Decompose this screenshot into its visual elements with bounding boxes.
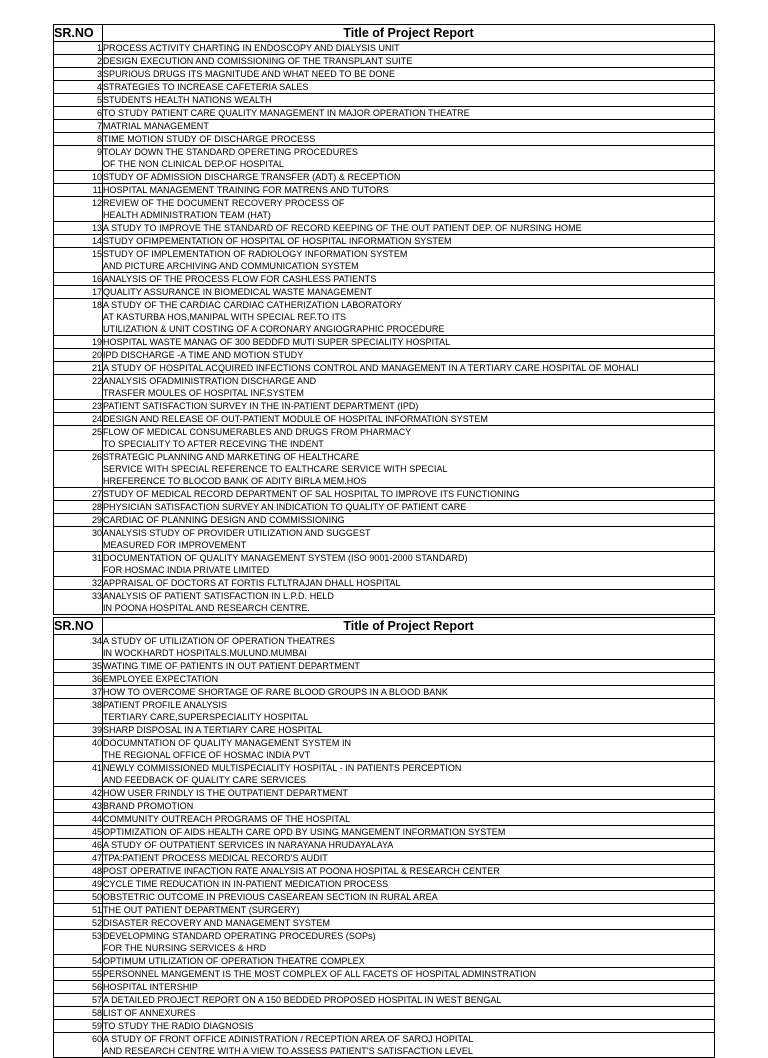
sr-no-cell: 49 xyxy=(54,878,103,891)
project-title-cell: STUDY OF MEDICAL RECORD DEPARTMENT OF SAL HOSPITAL TO IMPROVE ITS FUNCTIONING xyxy=(103,488,715,501)
table-row xyxy=(54,635,715,648)
table-row xyxy=(54,501,715,514)
project-title-cell: IN WOCKHARDT HOSPITALS.MULUND.MUMBAI xyxy=(103,647,715,660)
sr-no-cell: 5 xyxy=(54,94,103,107)
table-row xyxy=(54,158,715,171)
table-row xyxy=(54,286,715,299)
project-report-table-2 xyxy=(53,617,715,1058)
table-row xyxy=(54,968,715,981)
sr-no-cell: 8 xyxy=(54,133,103,146)
project-title-cell: DESIGN EXECUTION AND COMISSIONING OF THE TRANSPLANT SUITE xyxy=(103,55,715,68)
project-title-cell: STRATEGIES TO INCREASE CAFETERIA SALES xyxy=(103,81,715,94)
table-row xyxy=(54,222,715,235)
table-row xyxy=(54,94,715,107)
project-title-cell: POST OPERATIVE INFACTION RATE ANALYSIS AT POONA HOSPITAL & RESEARCH CENTER xyxy=(103,865,715,878)
project-title-cell: REVIEW OF THE DOCUMENT RECOVERY PROCESS OF xyxy=(103,197,715,210)
table-row xyxy=(54,362,715,375)
table-row xyxy=(54,171,715,184)
project-title-cell: HOW USER FRINDLY IS THE OUTPATIENT DEPARTMENT xyxy=(103,787,715,800)
project-title-cell: BRAND PROMOTION xyxy=(103,800,715,813)
project-title-cell: AT KASTURBA HOS,MANIPAL WITH SPECIAL REF.TO ITS xyxy=(103,311,715,323)
table-row xyxy=(54,994,715,1007)
project-title-cell: A STUDY OF HOSPITAL ACQUIRED INFECTIONS CONTROL AND MANAGEMENT IN A TERTIARY CARE HOSPITAL OF MOHALI xyxy=(103,362,715,375)
table-row xyxy=(54,955,715,968)
table-row xyxy=(54,68,715,81)
project-title-cell: MEASURED FOR IMPROVEMENT xyxy=(103,539,715,552)
sr-no-cell xyxy=(54,539,103,552)
sr-no-cell: 46 xyxy=(54,839,103,852)
sr-no-cell: 28 xyxy=(54,501,103,514)
table-row xyxy=(54,647,715,660)
sr-no-cell: 33 xyxy=(54,590,103,603)
sr-no-cell: 20 xyxy=(54,349,103,362)
sr-no-cell: 4 xyxy=(54,81,103,94)
sr-no-cell: 13 xyxy=(54,222,103,235)
sr-no-cell xyxy=(54,438,103,451)
project-title-cell: IPD DISCHARGE -A TIME AND MOTION STUDY xyxy=(103,349,715,362)
project-title-cell: QUALITY ASSURANCE IN BIOMEDICAL WASTE MANAGEMENT xyxy=(103,286,715,299)
project-title-cell: COMMUNITY OUTREACH PROGRAMS OF THE HOSPITAL xyxy=(103,813,715,826)
project-title-cell: PERSONNEL MANGEMENT IS THE MOST COMPLEX OF ALL FACETS OF HOSPITAL ADMINSTRATION xyxy=(103,968,715,981)
table-header-row xyxy=(54,618,715,635)
sr-no-cell: 54 xyxy=(54,955,103,968)
sr-no-cell: 56 xyxy=(54,981,103,994)
table-row xyxy=(54,673,715,686)
table-row xyxy=(54,197,715,210)
sr-no-cell: 23 xyxy=(54,400,103,413)
title-header: Title of Project Report xyxy=(103,25,715,42)
project-title-cell: STRATEGIC PLANNING AND MARKETING OF HEALTHCARE xyxy=(103,451,715,464)
project-title-cell: EMPLOYEE EXPECTATION xyxy=(103,673,715,686)
project-title-cell: ANALYSIS OF THE PROCESS FLOW FOR CASHLESS PATIENTS xyxy=(103,273,715,286)
project-title-cell: FLOW OF MEDICAL CONSUMERABLES AND DRUGS FROM PHARMACY xyxy=(103,426,715,439)
table-row xyxy=(54,839,715,852)
table-row xyxy=(54,564,715,577)
table-row xyxy=(54,514,715,527)
table-row xyxy=(54,209,715,222)
sr-no-cell: 2 xyxy=(54,55,103,68)
sr-no-cell: 31 xyxy=(54,552,103,565)
table-row xyxy=(54,133,715,146)
project-title-cell: HOSPITAL MANAGEMENT TRAINING FOR MATRENS AND TUTORS xyxy=(103,184,715,197)
table-row xyxy=(54,375,715,388)
project-title-cell: DISASTER RECOVERY AND MANAGEMENT SYSTEM xyxy=(103,917,715,930)
table-row xyxy=(54,865,715,878)
table-row xyxy=(54,527,715,540)
sr-no-cell: 48 xyxy=(54,865,103,878)
project-title-cell: MATRIAL MANAGEMENT xyxy=(103,120,715,133)
sr-no-cell: 45 xyxy=(54,826,103,839)
table-row xyxy=(54,826,715,839)
project-title-cell: STUDY OF ADMISSION DISCHARGE TRANSFER (ADT) & RECEPTION xyxy=(103,171,715,184)
project-title-cell: DEVELOPMING STANDARD OPERATING PROCEDURES (SOPs) xyxy=(103,930,715,943)
sr-no-cell: 3 xyxy=(54,68,103,81)
sr-no-cell: 50 xyxy=(54,891,103,904)
project-title-cell: SERVICE WITH SPECIAL REFERENCE TO EALTHCARE SERVICE WITH SPECIAL xyxy=(103,463,715,475)
sr-no-cell xyxy=(54,260,103,273)
sr-no-cell: 32 xyxy=(54,577,103,590)
table-row xyxy=(54,1007,715,1020)
table-row xyxy=(54,762,715,775)
project-title-cell: SPURIOUS DRUGS ITS MAGNITUDE AND WHAT NEED TO BE DONE xyxy=(103,68,715,81)
table-row xyxy=(54,660,715,673)
sr-no-cell: 40 xyxy=(54,737,103,750)
sr-no-cell: 10 xyxy=(54,171,103,184)
table-row xyxy=(54,711,715,724)
project-title-cell: A STUDY OF FRONT OFFICE ADINISTRATION / RECEPTION AREA OF SAROJ HOPITAL xyxy=(103,1033,715,1046)
sr-no-cell: 59 xyxy=(54,1020,103,1033)
project-title-cell: TOLAY DOWN THE STANDARD OPERETING PROCEDURES xyxy=(103,146,715,159)
table-header-row xyxy=(54,25,715,42)
table-row xyxy=(54,590,715,603)
sr-no-cell xyxy=(54,942,103,955)
table-row xyxy=(54,852,715,865)
project-title-cell: TERTIARY CARE,SUPERSPECIALITY HOSPITAL xyxy=(103,711,715,724)
project-title-cell: AND PICTURE ARCHIVING AND COMMUNICATION SYSTEM xyxy=(103,260,715,273)
project-title-cell: AND RESEARCH CENTRE WITH A VIEW TO ASSESS PATIENT'S SATISFACTION LEVEL xyxy=(103,1045,715,1058)
sr-no-cell xyxy=(54,564,103,577)
project-title-cell: APPRAISAL OF DOCTORS AT FORTIS FLTLTRAJAN DHALL HOSPITAL xyxy=(103,577,715,590)
sr-no-cell: 18 xyxy=(54,299,103,312)
project-title-cell: STUDENTS HEALTH NATIONS WEALTH xyxy=(103,94,715,107)
table-row xyxy=(54,577,715,590)
table-row xyxy=(54,813,715,826)
project-title-cell: DOCUMENTATION OF QUALITY MANAGEMENT SYSTEM (ISO 9001-2000 STANDARD) xyxy=(103,552,715,565)
table-row xyxy=(54,552,715,565)
table-row xyxy=(54,400,715,413)
sr-no-cell xyxy=(54,475,103,488)
sr-no-cell: 15 xyxy=(54,248,103,261)
sr-no-cell xyxy=(54,602,103,615)
sr-no-cell: 34 xyxy=(54,635,103,648)
project-title-cell: THE OUT PATIENT DEPARTMENT (SURGERY) xyxy=(103,904,715,917)
sr-no-cell: 26 xyxy=(54,451,103,464)
table-row xyxy=(54,1033,715,1046)
project-report-table-1 xyxy=(53,24,715,615)
sr-no-cell xyxy=(54,311,103,323)
sr-no-cell xyxy=(54,749,103,762)
project-title-cell: OPTIMIZATION OF AIDS HEALTH CARE OPD BY USING MANGEMENT INFORMATION SYSTEM xyxy=(103,826,715,839)
sr-no-cell xyxy=(54,209,103,222)
table-row xyxy=(54,107,715,120)
table-row xyxy=(54,930,715,943)
project-title-cell: TPA:PATIENT PROCESS MEDICAL RECORD'S AUDIT xyxy=(103,852,715,865)
table-row xyxy=(54,686,715,699)
project-title-cell: HOSPITAL WASTE MANAG OF 300 BEDDFD MUTI SUPER SPECIALITY HOSPITAL xyxy=(103,336,715,349)
project-title-cell: A STUDY OF THE CARDIAC CARDIAC CATHERIZATION LABORATORY xyxy=(103,299,715,312)
project-title-cell: LIST OF ANNEXURES xyxy=(103,1007,715,1020)
table-row xyxy=(54,699,715,712)
sr-no-cell xyxy=(54,647,103,660)
project-title-cell: HOW TO OVERCOME SHORTAGE OF RARE BLOOD GROUPS IN A BLOOD BANK xyxy=(103,686,715,699)
table-row xyxy=(54,891,715,904)
project-title-cell: HEALTH ADMINISTRATION TEAM (HAT) xyxy=(103,209,715,222)
project-title-cell: TO SPECIALITY TO AFTER RECEVING THE INDENT xyxy=(103,438,715,451)
project-title-cell: PROCESS ACTIVITY CHARTING IN ENDOSCOPY AND DIALYSIS UNIT xyxy=(103,42,715,55)
sr-no-cell: 52 xyxy=(54,917,103,930)
sr-no-cell: 21 xyxy=(54,362,103,375)
project-title-cell: ANALYSIS OFADMINISTRATION DISCHARGE AND xyxy=(103,375,715,388)
project-title-cell: CARDIAC OF PLANNING DESIGN AND COMMISSIONING xyxy=(103,514,715,527)
sr-no-cell: 44 xyxy=(54,813,103,826)
sr-no-cell xyxy=(54,323,103,336)
project-title-cell: AND FEEDBACK OF QUALITY CARE SERVICES xyxy=(103,774,715,787)
sr-no-cell: 51 xyxy=(54,904,103,917)
table-row xyxy=(54,942,715,955)
sr-no-cell: 27 xyxy=(54,488,103,501)
sr-no-cell: 60 xyxy=(54,1033,103,1046)
project-title-cell: PATIENT PROFILE ANALYSIS xyxy=(103,699,715,712)
project-title-cell: SHARP DISPOSAL IN A TERTIARY CARE HOSPITAL xyxy=(103,724,715,737)
table-row xyxy=(54,81,715,94)
project-title-cell: ANALYSIS STUDY OF PROVIDER UTILIZATION AND SUGGEST xyxy=(103,527,715,540)
sr-no-cell: 9 xyxy=(54,146,103,159)
project-title-cell: CYCLE TIME REDUCATION IN IN-PATIENT MEDICATION PROCESS xyxy=(103,878,715,891)
sr-no-header: SR.NO xyxy=(54,25,103,42)
project-title-cell: ANALYSIS OF PATIENT SATISFACTION IN L.P.D. HELD xyxy=(103,590,715,603)
project-title-cell: HREFERENCE TO BLOCOD BANK OF ADITY BIRLA MEM.HOS xyxy=(103,475,715,488)
sr-no-cell: 39 xyxy=(54,724,103,737)
table-row xyxy=(54,774,715,787)
project-title-cell: IN POONA HOSPITAL AND RESEARCH CENTRE. xyxy=(103,602,715,615)
sr-no-header: SR.NO xyxy=(54,618,103,635)
sr-no-cell: 41 xyxy=(54,762,103,775)
sr-no-cell: 17 xyxy=(54,286,103,299)
project-title-cell: NEWLY COMMISSIONED MULTISPECIALITY HOSPITAL - IN PATIENTS PERCEPTION xyxy=(103,762,715,775)
table-row xyxy=(54,904,715,917)
project-title-cell: FOR HOSMAC INDIA PRIVATE LIMITED xyxy=(103,564,715,577)
sr-no-cell xyxy=(54,711,103,724)
project-title-cell: TRASFER MOULES OF HOSPITAL INF.SYSTEM xyxy=(103,387,715,400)
project-title-cell: HOSPITAL INTERSHIP xyxy=(103,981,715,994)
table-row xyxy=(54,749,715,762)
project-title-cell: TO STUDY PATIENT CARE QUALITY MANAGEMENT IN MAJOR OPERATION THEATRE xyxy=(103,107,715,120)
sr-no-cell: 19 xyxy=(54,336,103,349)
sr-no-cell xyxy=(54,1045,103,1058)
table-row xyxy=(54,387,715,400)
sr-no-cell xyxy=(54,774,103,787)
table-row xyxy=(54,120,715,133)
table-row xyxy=(54,724,715,737)
project-title-cell: TO STUDY THE RADIO DIAGNOSIS xyxy=(103,1020,715,1033)
sr-no-cell: 38 xyxy=(54,699,103,712)
table-row xyxy=(54,451,715,464)
table-row xyxy=(54,55,715,68)
table-row xyxy=(54,800,715,813)
sr-no-cell: 55 xyxy=(54,968,103,981)
table-row xyxy=(54,413,715,426)
sr-no-cell: 47 xyxy=(54,852,103,865)
sr-no-cell: 25 xyxy=(54,426,103,439)
table-row xyxy=(54,299,715,312)
sr-no-cell: 30 xyxy=(54,527,103,540)
project-title-cell: THE REGIONAL OFFICE OF HOSMAC INDIA PVT xyxy=(103,749,715,762)
sr-no-cell: 7 xyxy=(54,120,103,133)
table-row xyxy=(54,737,715,750)
table-row xyxy=(54,42,715,55)
sr-no-cell: 24 xyxy=(54,413,103,426)
project-title-cell: OPTIMUM UTILIZATION OF OPERATION THEATRE COMPLEX xyxy=(103,955,715,968)
sr-no-cell: 12 xyxy=(54,197,103,210)
project-title-cell: A STUDY OF OUTPATIENT SERVICES IN NARAYANA HRUDAYALAYA xyxy=(103,839,715,852)
project-title-cell: WATING TIME OF PATIENTS IN OUT PATIENT DEPARTMENT xyxy=(103,660,715,673)
table-row xyxy=(54,488,715,501)
sr-no-cell xyxy=(54,158,103,171)
table-row xyxy=(54,146,715,159)
sr-no-cell: 29 xyxy=(54,514,103,527)
table-row xyxy=(54,1020,715,1033)
sr-no-cell: 35 xyxy=(54,660,103,673)
table-row xyxy=(54,438,715,451)
table-row xyxy=(54,349,715,362)
sr-no-cell xyxy=(54,463,103,475)
table-row xyxy=(54,323,715,336)
table-row xyxy=(54,311,715,323)
sr-no-cell xyxy=(54,387,103,400)
sr-no-cell: 1 xyxy=(54,42,103,55)
project-title-cell: STUDY OF IMPLEMENTATION OF RADIOLOGY INFORMATION SYSTEM xyxy=(103,248,715,261)
project-title-cell: PHYSICIAN SATISFACTION SURVEY AN INDICATION TO QUALITY OF PATIENT CARE xyxy=(103,501,715,514)
table-row xyxy=(54,260,715,273)
project-title-cell: FOR THE NURSING SERVICES & HRD xyxy=(103,942,715,955)
sr-no-cell: 37 xyxy=(54,686,103,699)
title-header: Title of Project Report xyxy=(103,618,715,635)
project-title-cell: OBSTETRIC OUTCOME IN PREVIOUS CASEAREAN SECTION IN RURAL AREA xyxy=(103,891,715,904)
project-title-cell: TIME MOTION STUDY OF DISCHARGE PROCESS xyxy=(103,133,715,146)
sr-no-cell: 42 xyxy=(54,787,103,800)
table-row xyxy=(54,235,715,248)
table-row xyxy=(54,463,715,475)
table-row xyxy=(54,917,715,930)
project-title-cell: UTILIZATION & UNIT COSTING OF A CORONARY ANGIOGRAPHIC PROCEDURE xyxy=(103,323,715,336)
project-title-cell: STUDY OFIMPEMENTATION OF HOSPITAL OF HOSPITAL INFORMATION SYSTEM xyxy=(103,235,715,248)
sr-no-cell: 16 xyxy=(54,273,103,286)
sr-no-cell: 58 xyxy=(54,1007,103,1020)
sr-no-cell: 53 xyxy=(54,930,103,943)
table-row xyxy=(54,336,715,349)
project-title-cell: A DETAILED PROJECT REPORT ON A 150 BEDDED PROPOSED HOSPITAL IN WEST BENGAL xyxy=(103,994,715,1007)
table-row xyxy=(54,184,715,197)
sr-no-cell: 57 xyxy=(54,994,103,1007)
table-row xyxy=(54,426,715,439)
table-row xyxy=(54,539,715,552)
table-row xyxy=(54,248,715,261)
sr-no-cell: 6 xyxy=(54,107,103,120)
project-title-cell: A STUDY OF UTILIZATION OF OPERATION THEATRES xyxy=(103,635,715,648)
table-row xyxy=(54,787,715,800)
table-row xyxy=(54,1045,715,1058)
project-title-cell: A STUDY TO IMPROVE THE STANDARD OF RECORD KEEPING OF THE OUT PATIENT DEP. OF NURSING HOME xyxy=(103,222,715,235)
table-row xyxy=(54,475,715,488)
sr-no-cell: 11 xyxy=(54,184,103,197)
table-row xyxy=(54,981,715,994)
project-title-cell: DOCUMNTATION OF QUALITY MANAGEMENT SYSTEM IN xyxy=(103,737,715,750)
sr-no-cell: 14 xyxy=(54,235,103,248)
project-title-cell: OF THE NON CLINICAL DEP.OF HOSPITAL xyxy=(103,158,715,171)
sr-no-cell: 22 xyxy=(54,375,103,388)
table-row xyxy=(54,602,715,615)
project-title-cell: DESIGN AND RELEASE OF OUT-PATIENT MODULE OF HOSPITAL INFORMATION SYSTEM xyxy=(103,413,715,426)
table-row xyxy=(54,273,715,286)
sr-no-cell: 43 xyxy=(54,800,103,813)
table-row xyxy=(54,878,715,891)
project-title-cell: PATIENT SATISFACTION SURVEY IN THE IN-PATIENT DEPARTMENT (IPD) xyxy=(103,400,715,413)
sr-no-cell: 36 xyxy=(54,673,103,686)
